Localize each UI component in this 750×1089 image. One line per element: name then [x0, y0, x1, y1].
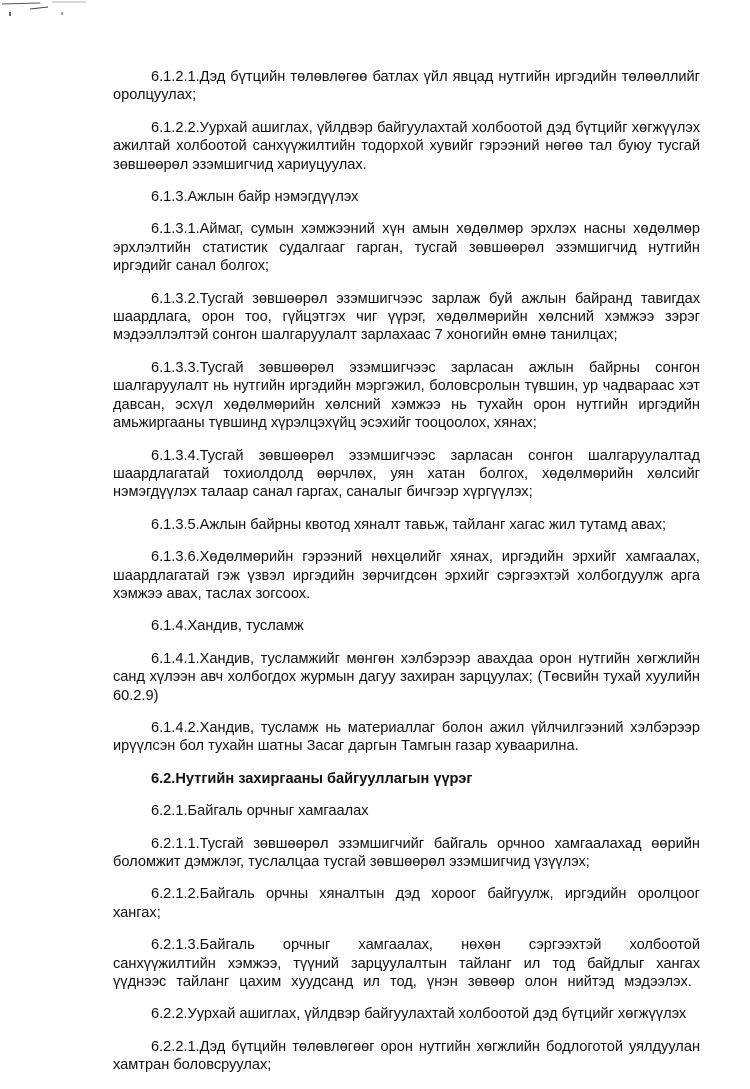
paragraph-6-1-4-1: 6.1.4.1.Хандив, тусламжийг мөнгөн хэлбэрээр авахдаа орон нутгийн хөгжлийн санд хүлээн авч холбогдох журмын дагуу захиран зарцуулах; (Төсвийн тухай хуулийн 60.2.9)	[113, 650, 700, 704]
paragraph-6-1-3-5: 6.1.3.5.Ажлын байрны квотод хяналт тавьж, тайланг хагас жил тутамд авах;	[151, 516, 667, 533]
paragraph-6-1-4-2: 6.1.4.2.Хандив, тусламж нь материаллаг болон ажил үйлчилгээний хэлбэрээр ирүүлсэн бол тухайн шатны Засаг даргын Тамгын газар хуваарилна.	[113, 719, 700, 755]
paragraph-6-2-1-2: 6.2.1.2.Байгаль орчны хяналтын дэд хороог байгуулж, иргэдийн оролцоог хангах;	[113, 886, 700, 921]
paragraph-6-1-2-1: 6.1.2.1.Дэд бүтцийн төлөвлөгөө батлах үйл явцад нутгийн иргэдийн төлөөллийг оролцуулах;	[113, 69, 700, 104]
paragraph-6-1-3-3: 6.1.3.3.Тусгай зөвшөөрөл эзэмшигчээс зарласан ажлын байрны сонгон шалгаруулалт нь нутгийн иргэдийн мэргэжил, боловсролын түвшин, ур чадвараас хэт давсан, эсхүл хөдөлмөрийн хөлсний хэмжээ нь тухайн орон нутгийн иргэдийн амьжиргааны түвшинд хүрэлцэхүйц эсэхийг тооцоолох, хянах;	[113, 359, 700, 432]
paragraph-6-2-1-1: 6.2.1.1.Тусгай зөвшөөрөл эзэмшигчийг байгаль орчноо хамгаалахад өөрийн боломжит дэмжлэг, туслалцаа тусгай зөвшөөрөл эзэмшигчид үзүүлэх;	[113, 835, 700, 870]
document-page	[113, 68, 700, 1089]
scan-artifact-mark	[0, 0, 90, 22]
paragraph-6-1-3-4: 6.1.3.4.Тусгай зөвшөөрөл эзэмшигчээс зарласан сонгон шалгаруулалтад шаардлагатай тохиолдолд өөрчлөх, уян хатан болгох, хөдөлмөрийн хөлсийг нэмэгдүүлэх талаар санал гаргах, саналыг бичгээр хүргүүлэх;	[113, 447, 700, 501]
section-heading-6-2: 6.2.Нутгийн захиргааны байгууллагын үүрэг	[151, 770, 473, 787]
paragraph-6-1-2-2: 6.1.2.2.Уурхай ашиглах, үйлдвэр байгуулахтай холбоотой дэд бүтцийг хөгжүүлэх ажилтай холбоотой санхүүжилтийн тодорхой хувийг гэрээний нөгөө тал буюу тусгай зөвшөөрөл эзэмшигчид хариуцуулах.	[113, 119, 700, 173]
paragraph-6-2-2-1: 6.2.2.1.Дэд бүтцийн төлөвлөгөөг орон нутгийн хөгжлийн бодлоготой уялдуулан хамтран боловсруулах;	[113, 1038, 700, 1074]
paragraph-6-1-3-2: 6.1.3.2.Тусгай зөвшөөрөл эзэмшигчээс зарлаж буй ажлын байранд тавигдах шаардлага, орон тоо, гүйцэтгэх чиг үүрэг, хөдөлмөрийн хөлсний хэмжээ зэрэг мэдээллэлтэй сонгон шалгаруулалт зарлахаас 7 хоногийн өмнө танилцах;	[113, 290, 700, 344]
paragraph-6-2-1-3: 6.2.1.3.Байгаль орчныг хамгаалах, нөхөн сэргээхтэй холбоотой санхүүжилтийн хэмжээ, түүний зарцуулалтын тайланг ил тод байдлыг хангах үүднээс тайланг цахим хуудсанд ил тод, үнэн зөвөөр олон нийтэд мэдээлэх.	[113, 937, 700, 991]
subheading-6-2-2: 6.2.2.Уурхай ашиглах, үйлдвэр байгуулахтай холбоотой дэд бүтцийг хөгжүүлэх	[151, 1006, 687, 1023]
subheading-6-2-1: 6.2.1.Байгаль орчныг хамгаалах	[151, 803, 369, 820]
subheading-6-1-4: 6.1.4.Хандив, тусламж	[151, 618, 304, 635]
paragraph-6-1-3-6: 6.1.3.6.Хөдөлмөрийн гэрээний нөхцөлийг хянах, иргэдийн эрхийг хамгаалах, шаардлагатай гэж үзвэл иргэдийн зөрчигдсөн эрхийг сэргээхтэй холбогдуулж арга хэмжээ авах, таслах зогсоох.	[113, 549, 700, 602]
subheading-6-1-3: 6.1.3.Ажлын байр нэмэгдүүлэх	[151, 189, 359, 206]
paragraph-6-1-3-1: 6.1.3.1.Аймаг, сумын хэмжээний хүн амын хөдөлмөр эрхлэх насны хөдөлмөр эрхлэлтийн статистик судалгааг гарган, тусгай зөвшөөрөл эзэмшигчид нутгийн иргэдийг санал болгох;	[113, 221, 700, 275]
